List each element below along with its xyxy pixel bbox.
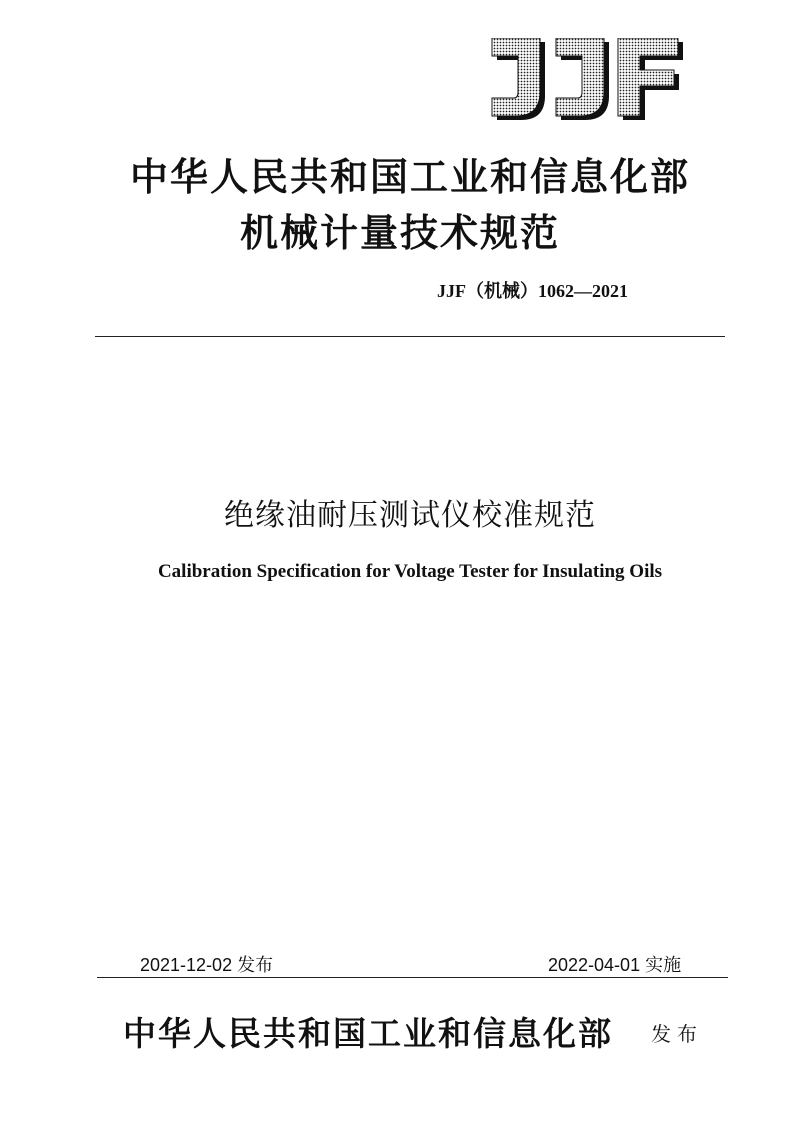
document-category: 机械计量技术规范 xyxy=(239,210,560,255)
publisher: 中华人民共和国工业和信息化部 xyxy=(123,1014,613,1053)
header-divider xyxy=(95,336,725,337)
footer-divider xyxy=(97,977,728,978)
issuing-authority: 中华人民共和国工业和信息化部 xyxy=(129,154,690,199)
standard-code: JJF（机械）1062—2021 xyxy=(437,281,628,301)
document-title-english: Calibration Specification for Voltage Tester for Insulating Oils xyxy=(157,561,663,582)
jjf-logo xyxy=(478,38,688,120)
publisher-suffix: 发布 xyxy=(651,1022,703,1046)
implementation-date: 2022-04-01 实施 xyxy=(548,955,682,975)
document-title-chinese: 绝缘油耐压测试仪校准规范 xyxy=(224,498,596,533)
issue-date: 2021-12-02 发布 xyxy=(140,955,274,975)
